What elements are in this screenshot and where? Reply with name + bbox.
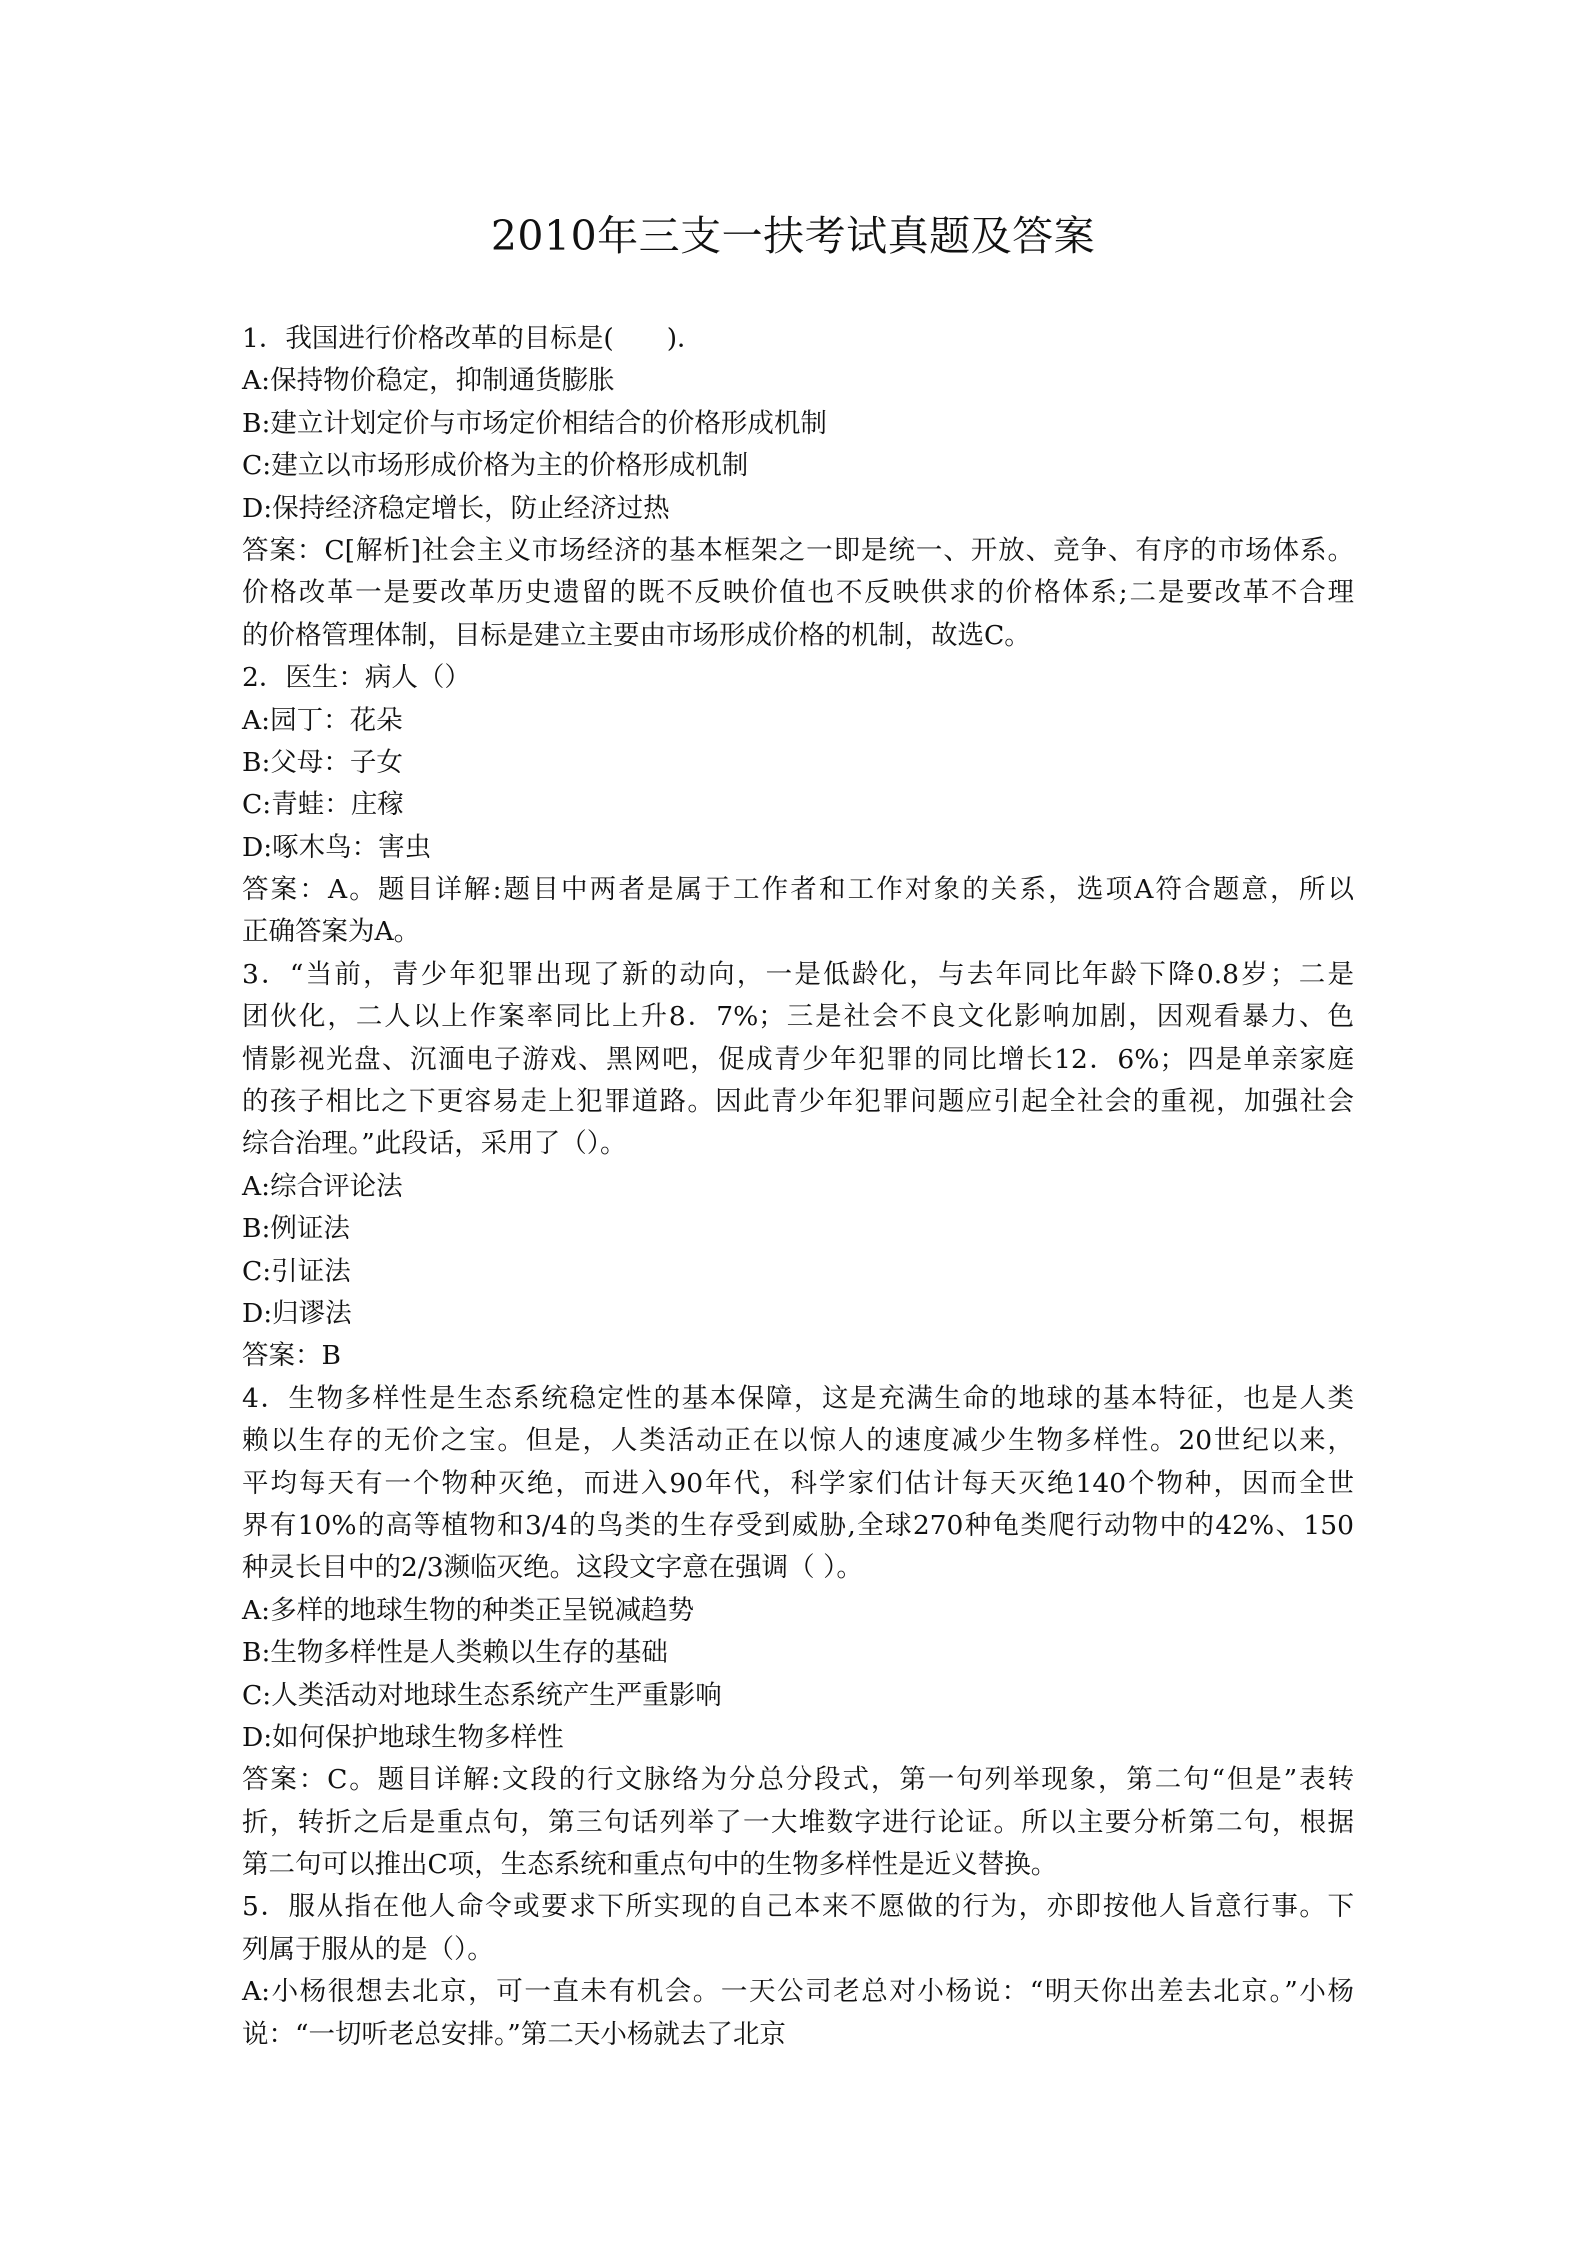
text-line: C:青蛙：庄稼 bbox=[242, 789, 404, 821]
text-line: 团伙化，二人以上作案率同比上升8．7%；三是社会不良文化影响加剧，因观看暴力、色 bbox=[242, 1001, 1354, 1033]
text-line: D:归谬法 bbox=[242, 1297, 352, 1329]
text-line: A:多样的地球生物的种类正呈锐减趋势 bbox=[242, 1594, 695, 1626]
text-line: 4．生物多样性是生态系统稳定性的基本保障，这是充满生命的地球的基本特征，也是人类 bbox=[242, 1382, 1354, 1414]
text-line: D:啄木鸟：害虫 bbox=[242, 831, 432, 863]
text-line: 价格改革一是要改革历史遗留的既不反映价值也不反映供求的价格体系;二是要改革不合理 bbox=[242, 577, 1354, 609]
text-line: 答案：A。题目详解:题目中两者是属于工作者和工作对象的关系，选项A符合题意，所以 bbox=[242, 874, 1354, 906]
text-line: 答案：C[解析]社会主义市场经济的基本框架之一即是统一、开放、竞争、有序的市场体系。 bbox=[242, 534, 1354, 566]
text-line: 3．“当前，青少年犯罪出现了新的动向，一是低龄化，与去年同比年龄下降0.8岁；二是 bbox=[242, 958, 1354, 990]
text-line: A:小杨很想去北京，可一直未有机会。一天公司老总对小杨说：“明天你出差去北京。”小杨 bbox=[242, 1976, 1354, 2008]
text-line: A:综合评论法 bbox=[242, 1170, 403, 1202]
text-line: 平均每天有一个物种灭绝，而进入90年代，科学家们估计每天灭绝140个物种，因而全世 bbox=[242, 1467, 1354, 1499]
text-line: 的价格管理体制，目标是建立主要由市场形成价格的机制，故选C。 bbox=[242, 619, 1031, 651]
text-line: D:保持经济稳定增长，防止经济过热 bbox=[242, 492, 670, 524]
text-line: C:建立以市场形成价格为主的价格形成机制 bbox=[242, 450, 749, 482]
text-line: B:例证法 bbox=[242, 1213, 350, 1245]
text-line: C:引证法 bbox=[242, 1255, 351, 1287]
text-line: 第二句可以推出C项，生态系统和重点句中的生物多样性是近义替换。 bbox=[242, 1849, 1058, 1881]
text-line: 5．服从指在他人命令或要求下所实现的自己本来不愿做的行为，亦即按他人旨意行事。下 bbox=[242, 1891, 1354, 1923]
document-title: 2010年三支一扶考试真题及答案 bbox=[490, 212, 1096, 260]
text-line: A:保持物价稳定，抑制通货膨胀 bbox=[242, 365, 615, 397]
text-line: 折，转折之后是重点句，第三句话列举了一大堆数字进行论证。所以主要分析第二句，根据 bbox=[242, 1806, 1354, 1838]
text-line: B:父母：子女 bbox=[242, 746, 403, 778]
text-line: 种灵长目中的2/3濒临灭绝。这段文字意在强调（ ）。 bbox=[242, 1552, 863, 1584]
text-line: B:生物多样性是人类赖以生存的基础 bbox=[242, 1637, 668, 1669]
text-line: 情影视光盘、沉湎电子游戏、黑网吧，促成青少年犯罪的同比增长12．6%；四是单亲家庭 bbox=[242, 1043, 1354, 1075]
text-line: 界有10%的高等植物和3/4的鸟类的生存受到威胁,全球270种龟类爬行动物中的42%、150 bbox=[242, 1509, 1354, 1541]
text-line: A:园丁：花朵 bbox=[242, 704, 403, 736]
text-line: D:如何保护地球生物多样性 bbox=[242, 1721, 564, 1753]
text-line: 2．医生：病人（） bbox=[242, 662, 471, 694]
text-line: 的孩子相比之下更容易走上犯罪道路。因此青少年犯罪问题应引起全社会的重视，加强社会 bbox=[242, 1086, 1354, 1118]
text-line: B:建立计划定价与市场定价相结合的价格形成机制 bbox=[242, 407, 827, 439]
document-body bbox=[242, 318, 1354, 2056]
text-line: 说：“一切听老总安排。”第二天小杨就去了北京 bbox=[242, 2018, 786, 2050]
text-line: 赖以生存的无价之宝。但是，人类活动正在以惊人的速度减少生物多样性。20世纪以来， bbox=[242, 1425, 1354, 1457]
text-line: 答案：B bbox=[242, 1340, 341, 1372]
text-line: 综合治理。”此段话，采用了（）。 bbox=[242, 1128, 627, 1160]
text-line: C:人类活动对地球生态系统产生严重影响 bbox=[242, 1679, 722, 1711]
text-line: 1．我国进行价格改革的目标是( )． bbox=[242, 323, 704, 354]
text-line: 答案：C。题目详解:文段的行文脉络为分总分段式，第一句列举现象，第二句“但是”表转 bbox=[242, 1764, 1354, 1796]
text-line: 正确答案为A。 bbox=[242, 916, 421, 948]
text-line: 列属于服从的是（）。 bbox=[242, 1933, 494, 1965]
